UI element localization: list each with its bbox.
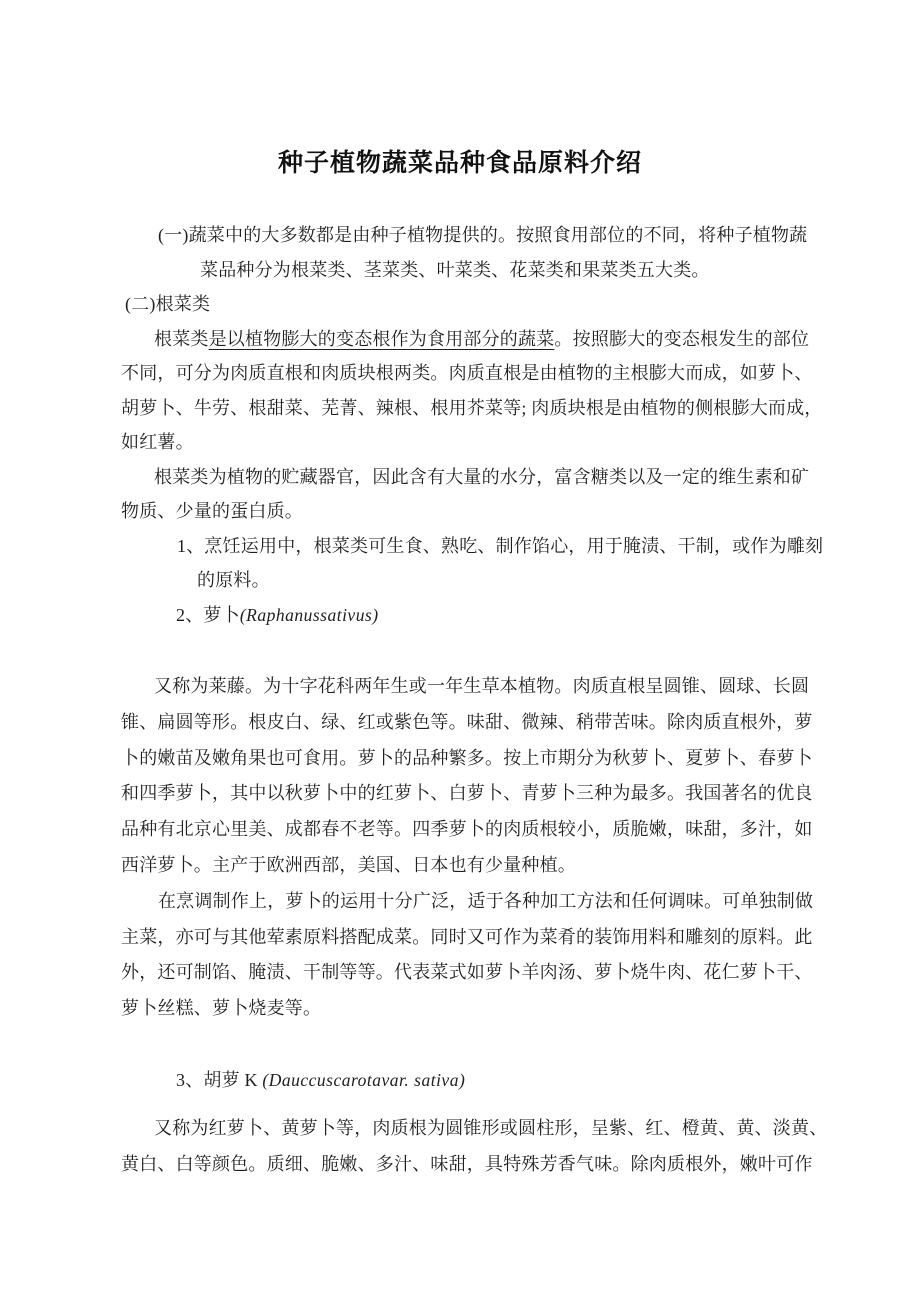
text-run: 锥、扁圆等形。根皮白、绿、红或紫色等。味甜、微辣、稍带苦味。除肉质直根外，萝 <box>121 711 813 732</box>
text-line <box>121 494 815 529</box>
latin-botanical-name: (Dauccuscarotavar. sativa) <box>262 1069 466 1090</box>
underlined-text: 是以植物膨大的变态根作为食用部分的蔬菜 <box>208 328 555 349</box>
text-line <box>121 705 815 741</box>
text-line <box>121 884 815 920</box>
text-run: 菜品种分为根菜类、茎菜类、叶菜类、花菜类和果菜类五大类。 <box>200 259 710 280</box>
text-run: 胡萝卜、牛劳、根甜菜、芜菁、辣根、根用芥菜等; 肉质块根是由植物的侧根膨大而成， <box>121 397 823 418</box>
text-run: 外，还可制馅、腌渍、干制等等。代表菜式如萝卜羊肉汤、萝卜烧牛肉、花仁萝卜干、 <box>121 962 813 983</box>
text-line <box>121 920 815 956</box>
text-run: 又称为莱藤。为十字花科两年生或一年生草本植物。肉质直根呈圆锥、圆球、长圆 <box>154 676 810 696</box>
text-run: 2、萝卜 <box>176 604 240 625</box>
text-run: 主菜，亦可与其他荤素原料搭配成菜。同时又可作为菜肴的装饰用料和雕刻的原料。此 <box>121 926 813 947</box>
text-run: 根菜类 <box>154 328 209 349</box>
text-line <box>121 391 823 426</box>
text-run: (二)根菜类 <box>125 294 211 314</box>
text-line <box>121 991 815 1027</box>
document-body <box>0 218 920 1182</box>
text-line <box>121 741 815 777</box>
text-line <box>121 218 815 253</box>
text-run: 的原料。 <box>197 570 270 590</box>
text-line <box>121 1111 828 1147</box>
text-run: 如红薯。 <box>121 432 194 452</box>
text-run: 黄白、白等颜色。质细、脆嫩、多汁、味甜，具特殊芳香气味。除肉质根外，嫩叶可作 <box>121 1153 813 1174</box>
latin-botanical-name: (Raphanussativus) <box>239 604 379 625</box>
text-line <box>121 253 815 288</box>
text-line <box>121 955 815 991</box>
text-run: 不同，可分为肉质直根和肉质块根两类。肉质直根是由植物的主根膨大而成，如萝卜、 <box>121 363 813 383</box>
text-line <box>121 848 815 884</box>
text-line <box>121 287 815 322</box>
text-line <box>121 669 815 705</box>
document-title: 种子植物蔬菜品种食品原料介绍 <box>277 149 642 177</box>
text-line <box>121 598 815 633</box>
text-run: 卜的嫩苗及嫩角果也可食用。萝卜的品种繁多。按上市期分为秋萝卜、夏萝卜、春萝卜 <box>121 747 813 768</box>
text-line <box>121 776 815 812</box>
text-line <box>121 356 815 391</box>
text-line <box>121 322 815 357</box>
text-run: 在烹调制作上，萝卜的运用十分广泛，适于各种加工方法和任何调味。可单独制做 <box>158 890 814 911</box>
text-run: 3、胡萝 K <box>176 1069 263 1090</box>
text-line <box>121 1147 815 1183</box>
text-line <box>121 425 815 460</box>
text-line <box>121 529 824 564</box>
text-run: 萝卜丝糕、萝卜烧麦等。 <box>121 998 322 1019</box>
text-run: (一)蔬菜中的大多数都是由种子植物提供的。按照食用部位的不同，将种子植物蔬 <box>158 225 808 245</box>
text-line <box>121 812 815 848</box>
text-run: 物质、少量的蛋白质。 <box>121 501 303 521</box>
text-run: 1、烹饪运用中，根菜类可生食、熟吃、制作馅心，用于腌渍、干制，或作为雕刻 <box>177 535 824 556</box>
text-run: 又称为红萝卜、黄萝卜等，肉质根为圆锥形或圆柱形，呈紫、红、橙黄、黄、淡黄、 <box>154 1117 828 1138</box>
text-line <box>121 1063 815 1099</box>
text-run: 。按照膨大的变态根发生的部位 <box>554 328 810 349</box>
text-run: 西洋萝卜。主产于欧洲西部，美国、日本也有少量种植。 <box>121 854 576 875</box>
text-run: 品种有北京心里美、成都春不老等。四季萝卜的肉质根较小，质脆嫩，味甜，多汁，如 <box>121 819 813 840</box>
text-run: 根菜类为植物的贮藏器官，因此含有大量的水分，富含糖类以及一定的维生素和矿 <box>154 466 810 487</box>
text-run: 和四季萝卜，其中以秋萝卜中的红萝卜、白萝卜、青萝卜三种为最多。我国著名的优良 <box>121 783 813 804</box>
text-line <box>121 563 815 598</box>
text-line <box>121 460 815 495</box>
